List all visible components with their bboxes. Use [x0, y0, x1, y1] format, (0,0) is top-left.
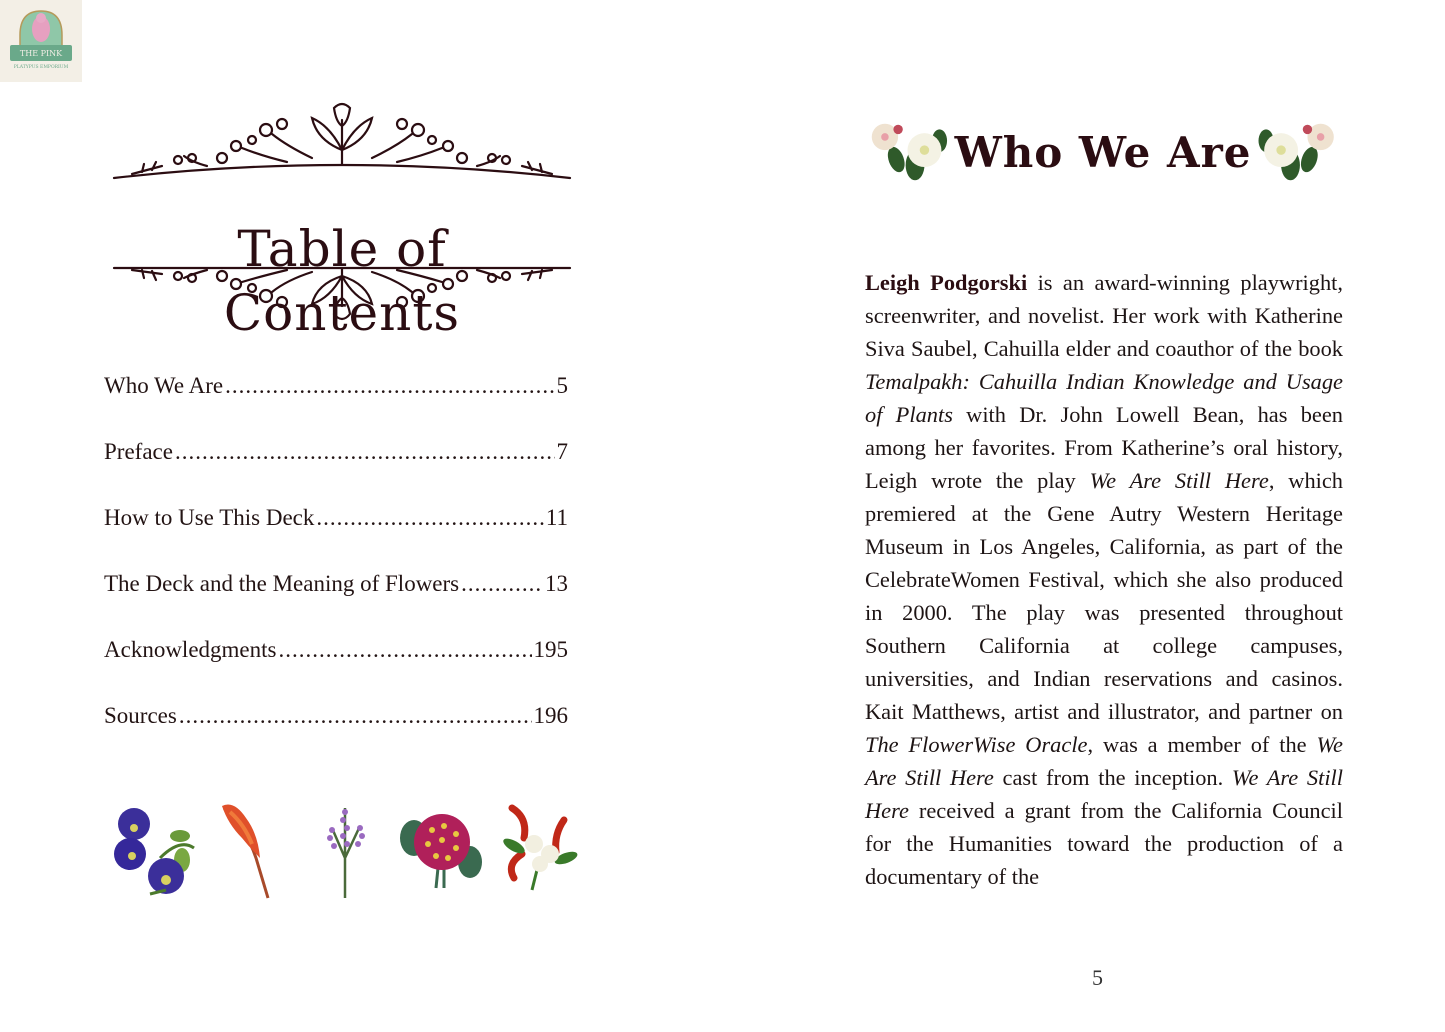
toc-entry-label: The Deck and the Meaning of Flowers [104, 571, 460, 596]
toc-list [104, 373, 568, 769]
left-page-table-of-contents [0, 0, 722, 1032]
dot-leader [225, 373, 554, 399]
primrose-icon [398, 798, 484, 902]
dot-leader [316, 505, 543, 531]
heather-icon [302, 798, 388, 902]
flower-illustrations [110, 798, 580, 902]
author-name: Leigh Podgorski [865, 270, 1028, 296]
magnolia-left-icon [868, 116, 955, 188]
toc-entry-label: Preface [104, 439, 173, 464]
text-run: is an award-winning playwright, screenwriter, and novelist. Her work with Katherine Siva Saubel, Cahuilla elder and coauthor of the book [865, 270, 1343, 362]
text-run: received a grant from the California Council for the Humanities toward the production of a documentary of the [865, 798, 1343, 890]
floral-ornament-top-icon [112, 100, 572, 182]
oracle-title: The FlowerWise Oracle [865, 732, 1088, 758]
toc-entry-preface[interactable] [104, 439, 568, 505]
dot-leader [175, 439, 555, 465]
page-number: 5 [1092, 965, 1103, 990]
floral-ornament-bottom-icon [112, 262, 572, 324]
toc-entry-page: 11 [545, 505, 568, 530]
bio-paragraph [865, 266, 1343, 893]
magnolia-right-icon [1251, 116, 1338, 188]
text-run: with Dr. John Lowell Bean, has been among her favorites. From Katherine’s oral history, Leigh wrote the play [865, 402, 1343, 494]
toc-entry-who-we-are[interactable] [104, 373, 568, 439]
svg-text:PLATYPUS EMPORIUM: PLATYPUS EMPORIUM [13, 65, 69, 70]
svg-text:THE PINK: THE PINK [19, 49, 63, 58]
page-title: Table of Contents [223, 219, 461, 342]
toc-entry-label: Acknowledgments [104, 637, 277, 662]
toc-entry-label: How to Use This Deck [104, 505, 315, 530]
text-run: , which premiered at the Gene Autry Western Heritage Museum in Los Angeles, California, as part of the CelebrateWomen Festival, which she also produced in 2000. The play was presented throughout Southern California at college campuses, universities, and Indian reservations and casinos. Kait Matthews, artist and illustrator, and partner on [865, 468, 1343, 725]
play-title: We Are Still Here [1089, 468, 1269, 494]
toc-entry-sources[interactable] [104, 703, 568, 769]
book-title: Temalpakh: Cahuilla Indian Knowledge and Usage of Plants [865, 369, 1343, 428]
toc-entry-page: 7 [556, 439, 568, 464]
chili-pepper-icon [494, 798, 580, 902]
toc-entry-page: 196 [533, 703, 568, 728]
play-title: We Are Still Here [865, 732, 1343, 791]
play-title: We Are Still Here [865, 765, 1343, 824]
dot-leader [179, 703, 532, 729]
ocotillo-icon [206, 798, 292, 902]
right-page-who-we-are [722, 0, 1445, 1032]
dot-leader [278, 637, 531, 663]
section-title: Who We Are [954, 127, 1252, 177]
toc-entry-page: 5 [556, 373, 568, 398]
toc-entry-label: Sources [104, 703, 177, 728]
toc-entry-acknowledgments[interactable] [104, 637, 568, 703]
toc-entry-page: 195 [533, 637, 568, 662]
section-header [868, 112, 1338, 192]
butterfly-pea-icon [110, 798, 196, 902]
text-run: , was a member of the [1087, 732, 1317, 758]
dot-leader [461, 571, 543, 597]
toc-entry-how-to-use[interactable] [104, 505, 568, 571]
toc-entry-meaning-of-flowers[interactable] [104, 571, 568, 637]
text-run: cast from the inception. [993, 765, 1232, 791]
toc-entry-page: 13 [545, 571, 568, 596]
toc-entry-label: Who We Are [104, 373, 224, 398]
